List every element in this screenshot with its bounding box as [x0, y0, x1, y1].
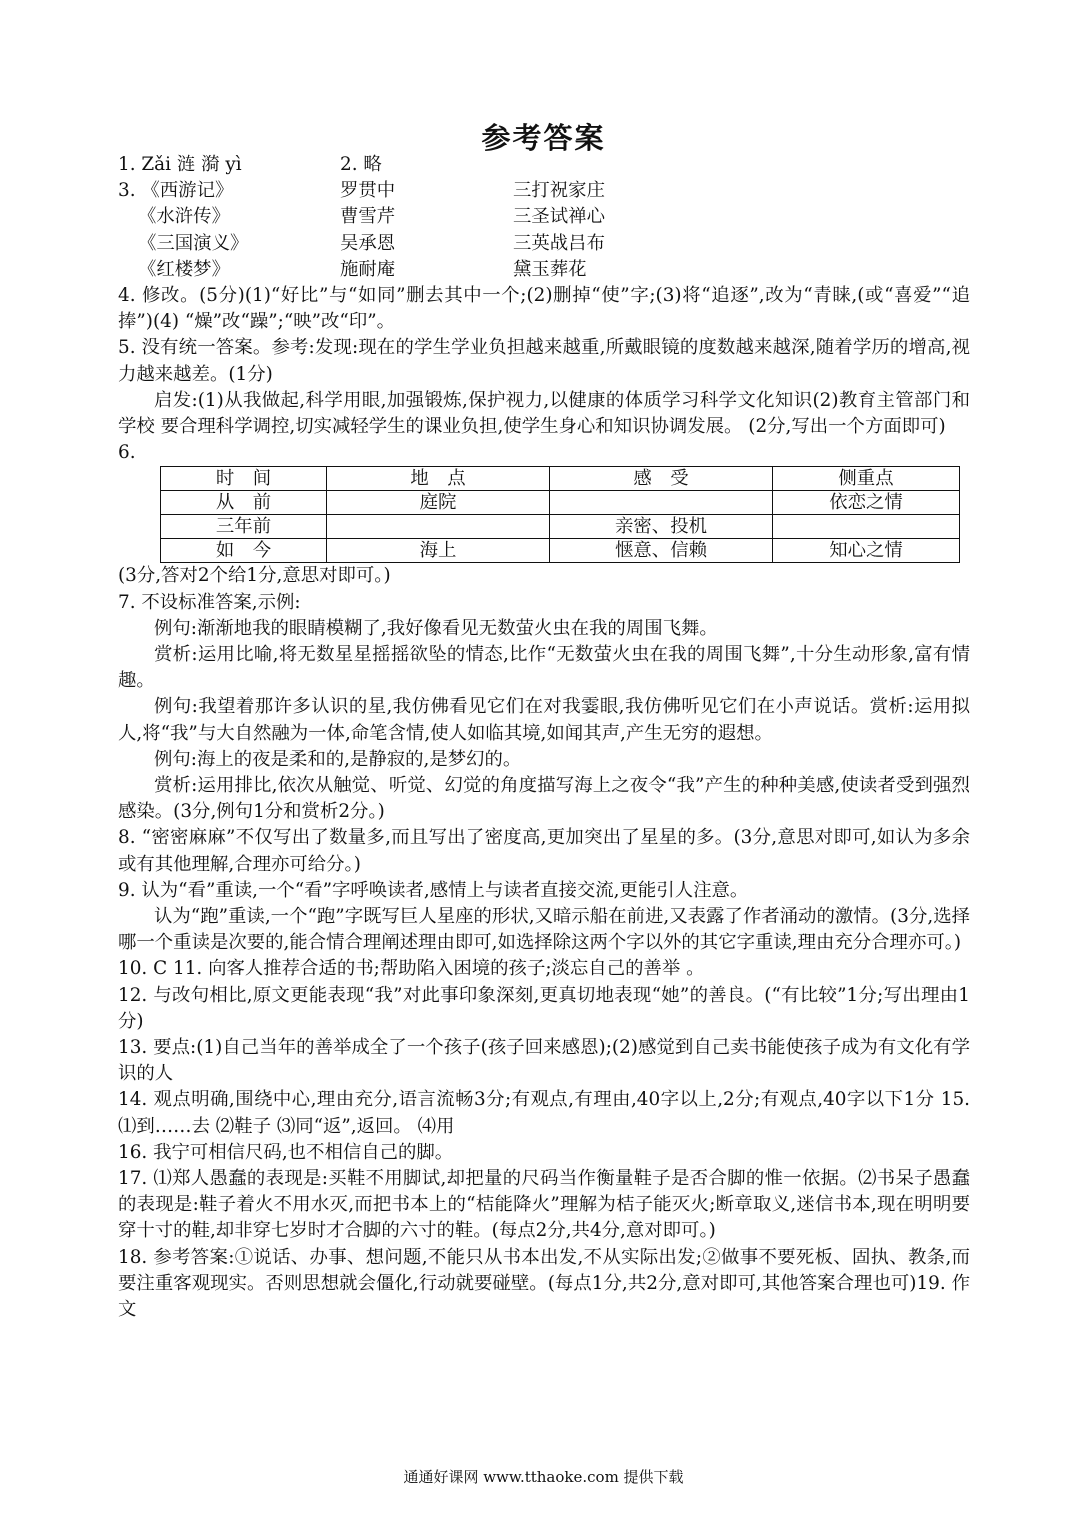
book-title: 《水浒传》	[138, 206, 230, 228]
answer-1-2	[118, 152, 970, 178]
answer-16: 16. 我宁可相信尺码,也不相信自己的脚。	[118, 1141, 454, 1163]
table-header: 感 受	[550, 467, 773, 491]
answer-6-table	[160, 466, 960, 563]
matching-row	[118, 204, 970, 230]
answer-10-11: 10. C 11. 向客人推荐合适的书;帮助陷入困境的孩子;淡忘自己的善举 。	[118, 958, 705, 980]
table-cell: 从 前	[161, 491, 327, 515]
table-header: 时 间	[161, 467, 327, 491]
matching-row	[118, 257, 970, 283]
table-header: 地 点	[327, 467, 550, 491]
author: 施耐庵	[340, 258, 396, 280]
story-episode: 三圣试禅心	[513, 206, 605, 228]
table-header-row	[161, 467, 960, 491]
answer-8: 8. “密密麻麻”不仅写出了数量多,而且写出了密度高,更加突出了星星的多。(3分,意思对即可,如认为多余或有其他理解,合理亦可给分。)	[118, 827, 970, 875]
book-title: 《三国演义》	[138, 232, 249, 254]
answer-2: 2. 略	[340, 154, 382, 175]
answer-18-19: 18. 参考答案:①说话、办事、想问题,不能只从书本出发,不从实际出发;②做事不要死板、固执、教条,而要注重客观现实。否则思想就会僵化,行动就要碰壁。(每点1分,共2分,意对即可,其他答案合理也可)19. 作文	[118, 1246, 970, 1321]
answer-7-example: 例句:海上的夜是柔和的,是静寂的,是梦幻的。	[154, 748, 522, 770]
author: 吴承恩	[340, 232, 396, 254]
answer-7-analysis: 赏析:运用比喻,将无数星星摇摇欲坠的情态,比作“无数萤火虫在我的周围飞舞”,十分生动形象,富有情趣。	[118, 643, 970, 692]
answer-7-analysis: 赏析:运用排比,依次从触觉、听觉、幻觉的角度描写海上之夜令“我”产生的种种美感,使读者受到强烈感染。(3分,例句1分和赏析2分。)	[118, 774, 970, 823]
table-cell	[327, 515, 550, 539]
table-row	[161, 491, 960, 515]
answer-9-run: 认为“跑”重读,一个“跑”字既写巨人星座的形状,又暗示船在前进,又表露了作者涌动的激情。(3分,选择哪一个重读是次要的,能合情合理阐述理由即可,如选择除这两个字以外的其它字重读,理由充分合理亦可。)	[118, 906, 970, 954]
table-row	[161, 539, 960, 563]
matching-row	[118, 231, 970, 257]
footer-source: 通通好课网 www.tthaoke.com 提供下载	[403, 1468, 684, 1486]
answer-7-intro: 7. 不设标准答案,示例:	[118, 591, 301, 613]
table-cell: 知心之情	[773, 539, 960, 563]
answer-17: 17. ⑴郑人愚蠢的表现是:买鞋不用脚试,却把量的尺码当作衡量鞋子是否合脚的惟一依据。⑵书呆子愚蠢的表现是:鞋子着火不用水灭,而把书本上的“桔能降火”理解为桔子能灭火;断章取义,迷信书本,现在明明要穿十寸的鞋,却非穿七岁时才合脚的六寸的鞋。(每点2分,共4分,意对即可。)	[118, 1168, 970, 1242]
table-cell: 三年前	[161, 515, 327, 539]
answer-content	[118, 152, 970, 1323]
answer-13: 13. 要点:(1)自己当年的善举成全了一个孩子(孩子回来感恩);(2)感觉到自己卖书能使孩子成为有文化有学识的人	[118, 1037, 970, 1085]
table-cell	[773, 515, 960, 539]
story-episode: 黛玉葬花	[513, 258, 587, 280]
matching-row	[118, 178, 970, 204]
answer-1: 1. Zǎi 涟 漪 yì	[118, 154, 242, 175]
table-cell: 如 今	[161, 539, 327, 563]
answer-12: 12. 与改句相比,原文更能表现“我”对此事印象深刻,更真切地表现“她”的善良。(“有比较”1分;写出理由1分)	[118, 984, 970, 1032]
table-row	[161, 515, 960, 539]
table-cell: 庭院	[327, 491, 550, 515]
author: 曹雪芹	[340, 206, 396, 228]
book-title: 3. 《西游记》	[118, 180, 234, 202]
table-cell	[550, 491, 773, 515]
table-cell: 海上	[327, 539, 550, 563]
answer-6-note: (3分,答对2个给1分,意思对即可。)	[118, 565, 391, 587]
answer-6-label: 6.	[118, 442, 136, 464]
author: 罗贯中	[340, 180, 396, 202]
table-cell: 依恋之情	[773, 491, 960, 515]
page-title: 参考答案	[481, 121, 606, 155]
table-header: 侧重点	[773, 467, 960, 491]
answer-5-insight: 启发:(1)从我做起,科学用眼,加强锻炼,保护视力,以健康的体质学习科学文化知识(2)教育主管部门和学校 要合理科学调控,切实减轻学生的课业负担,使学生身心和知识协调发展。 (2分,写出一个方面即可)	[118, 389, 970, 437]
table-cell: 亲密、投机	[550, 515, 773, 539]
answer-14-15: 14. 观点明确,围绕中心,理由充分,语言流畅3分;有观点,有理由,40字以上,2分;有观点,40字以下1分 15. ⑴到……去 ⑵鞋子 ⑶同“返”,返回。 ⑷用	[118, 1089, 970, 1137]
answer-7-example: 例句:我望着那许多认识的星,我仿佛看见它们在对我霎眼,我仿佛听见它们在小声说话。赏析:运用拟人,将“我”与大自然融为一体,命笔含情,使人如临其境,如闻其声,产生无穷的遐想。	[118, 696, 970, 744]
answer-5-discovery: 5. 没有统一答案。参考:发现:现在的学生学业负担越来越重,所戴眼镜的度数越来越深,随着学历的增高,视力越来越差。(1分)	[118, 337, 970, 385]
story-episode: 三英战吕布	[513, 232, 605, 254]
table-cell: 惬意、信赖	[550, 539, 773, 563]
story-episode: 三打祝家庄	[513, 180, 605, 202]
answer-4: 4. 修改。(5分)(1)“好比”与“如同”删去其中一个;(2)删掉“使”字;(3)将“追逐”,改为“青睐,(或“喜爱”“追捧”)(4) “燥”改“躁”;“映”改“印”。	[118, 284, 970, 333]
answer-7-example: 例句:渐渐地我的眼睛模糊了,我好像看见无数萤火虫在我的周围飞舞。	[154, 617, 718, 639]
book-title: 《红楼梦》	[138, 258, 230, 280]
answer-9-look: 9. 认为“看”重读,一个“看”字呼唤读者,感情上与读者直接交流,更能引人注意。	[118, 879, 749, 901]
answer-3-matching	[118, 178, 970, 283]
